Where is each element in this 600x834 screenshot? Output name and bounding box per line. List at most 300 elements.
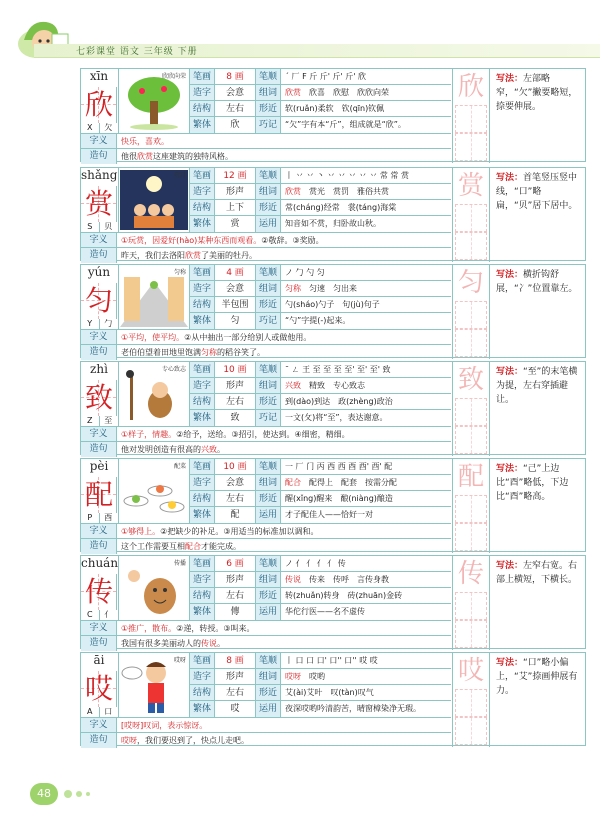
word-group — [281, 572, 451, 587]
radical-row — [81, 416, 117, 426]
label-jiegou: 结构 — [189, 200, 215, 215]
word-group — [281, 281, 451, 296]
word-group — [281, 669, 451, 684]
structure: 左右 — [225, 494, 244, 504]
meaning-main: [哎呀]叹词，表示惊讶。 — [121, 721, 208, 730]
word-group — [281, 184, 451, 199]
illustration — [118, 265, 188, 329]
illustration — [118, 362, 188, 426]
meaning-rest: ②递，转授。③叫来。 — [176, 624, 255, 633]
meaning-rest: ②给予，送给。③招引，使达到。④细密，精细。 — [176, 430, 350, 439]
label-zaoju: 造句 — [81, 442, 117, 457]
info-grid — [189, 362, 451, 426]
radical-row — [81, 222, 117, 232]
radical-letter: Z — [81, 416, 100, 426]
tracing-box — [455, 592, 487, 620]
label-zaozi: 造字 — [189, 281, 215, 296]
pinyin: chuán — [81, 556, 119, 570]
header-title: 七彩课堂 语文 三年级 下册 — [76, 47, 198, 57]
label-extra: 巧记 — [255, 117, 281, 133]
tip-text: “至”的末笔横为提，左右穿插避让。 — [496, 367, 578, 405]
radical-row — [81, 610, 117, 620]
stroke-count: 10 画 — [223, 365, 247, 375]
traditional-form: 哎 — [230, 704, 240, 714]
word-group — [281, 85, 451, 100]
extra-text: 才子配佳人——恰好一对 — [285, 510, 373, 519]
label-jiegou: 结构 — [189, 297, 215, 312]
illustration-image — [120, 461, 188, 525]
word-group — [281, 378, 451, 393]
character-box — [81, 477, 117, 513]
tip-label: 写法： — [496, 464, 524, 474]
label-ziyi: 字义 — [81, 233, 117, 247]
label-xingjin: 形近 — [255, 394, 281, 409]
stroke-order: 一 厂 门 丙 西 西 酉 酉' 酉' 配 — [285, 462, 393, 471]
extra-text: 华佗行医——名不虚传 — [285, 607, 365, 616]
main-character: 配 — [84, 478, 113, 511]
meaning-block — [81, 717, 451, 747]
writing-tip — [489, 556, 587, 650]
radical-letter: P — [81, 513, 100, 523]
label-extra: 运用 — [255, 604, 281, 620]
stroke-order: 丨 口 口 口' 口'' 口'' 哎 哎 — [285, 656, 378, 665]
formation: 会意 — [225, 284, 244, 294]
tracing-box — [455, 495, 487, 523]
character-box — [81, 87, 117, 123]
info-grid — [189, 556, 451, 620]
example-sentence — [117, 442, 451, 457]
illustration — [118, 459, 188, 523]
radical: 酉 — [104, 513, 113, 522]
character-box — [81, 186, 117, 222]
meaning — [117, 134, 451, 148]
extra-text: “勺”字提(-)起来。 — [285, 316, 351, 325]
radical: 至 — [104, 416, 113, 425]
illustration-image — [120, 170, 188, 234]
word-highlight: 兴致 — [285, 381, 301, 390]
character-box — [81, 574, 117, 610]
tracing-column — [452, 265, 488, 359]
page-number: 48 — [30, 783, 58, 805]
similar-characters: 勺(sháo)勺子 句(jù)句子 — [285, 300, 380, 309]
tip-text: 左窄右宽。右部上横短，下横长。 — [496, 561, 578, 585]
stroke-count: 4 画 — [226, 268, 244, 278]
meaning-main: ①推广，散布。 — [121, 624, 177, 633]
word-rest: 欣喜 欣慰 欣欣向荣 — [309, 88, 389, 97]
meaning-main: ①样子，情趣。 — [121, 430, 177, 439]
label-bihua: 笔画 — [189, 168, 215, 183]
writing-tip — [489, 653, 587, 747]
tip-label: 写法： — [496, 367, 524, 377]
label-zaozi: 造字 — [189, 378, 215, 393]
structure: 左右 — [225, 104, 244, 114]
label-bihua: 笔画 — [189, 556, 215, 571]
sentence-highlight: 欣赏 — [185, 251, 201, 260]
word-highlight: 匀称 — [285, 284, 301, 293]
meaning-main: ①平均，使平均。 — [121, 333, 185, 342]
word-group — [281, 475, 451, 490]
label-xingjin: 形近 — [255, 200, 281, 215]
footer-dot — [76, 791, 82, 797]
radical-letter: A — [81, 707, 100, 717]
tracing-box — [455, 204, 487, 232]
meaning — [117, 427, 451, 441]
label-zaoju: 造句 — [81, 733, 117, 748]
radical: 贝 — [104, 222, 113, 231]
extra-text: 知音如不赏，归卧故山秋。 — [285, 219, 381, 228]
main-character: 传 — [84, 575, 113, 608]
stroke-count: 6 画 — [226, 559, 244, 569]
tracing-box — [455, 105, 487, 133]
writing-tip — [489, 168, 587, 262]
label-jiegou: 结构 — [189, 101, 215, 116]
label-extra: 运用 — [255, 701, 281, 717]
word-highlight: 配合 — [285, 478, 301, 487]
illustration-caption: 欣欣向荣 — [161, 73, 186, 80]
sentence-post: 了美丽的牡丹。 — [201, 251, 257, 260]
label-zaozi: 造字 — [189, 85, 215, 100]
meaning-block — [81, 232, 451, 262]
illustration-caption: 传播 — [173, 560, 186, 567]
label-xingjin: 形近 — [255, 491, 281, 506]
sentence-pre: 昨天，我们去洛阳 — [121, 251, 185, 260]
meaning-rest: ②从中抽出一部分给别人或做他用。 — [184, 333, 312, 342]
example-sentence — [117, 539, 451, 554]
word-highlight: 传说 — [285, 575, 301, 584]
similar-characters: 转(zhuǎn)转身 砖(zhuān)金砖 — [285, 591, 403, 600]
tracing-column — [452, 556, 488, 650]
label-bihua: 笔画 — [189, 265, 215, 280]
label-bishun: 笔顺 — [255, 362, 281, 377]
tip-label: 写法： — [496, 658, 524, 668]
meaning-block — [81, 426, 451, 456]
sentence-highlight: 哎呀 — [121, 736, 137, 745]
similar-characters: 到(dào)到达 政(zhèng)政治 — [285, 397, 393, 406]
illustration-caption: 匀称 — [173, 269, 186, 276]
label-bishun: 笔顺 — [255, 653, 281, 668]
label-bihua: 笔画 — [189, 653, 215, 668]
tip-label: 写法： — [496, 74, 524, 84]
label-ziyi: 字义 — [81, 621, 117, 635]
label-fanti: 繁体 — [189, 701, 215, 717]
radical-row — [81, 707, 117, 717]
writing-tip — [489, 69, 587, 163]
label-zaoju: 造句 — [81, 345, 117, 360]
label-zaoju: 造句 — [81, 539, 117, 554]
footer-dot — [64, 790, 72, 798]
meaning — [117, 718, 451, 732]
stroke-order: ノ 亻 亻 亻 亻 传 — [285, 559, 346, 568]
character-entry — [80, 361, 586, 455]
label-zaozi: 造字 — [189, 669, 215, 684]
label-bishun: 笔顺 — [255, 265, 281, 280]
sentence-highlight: 匀称 — [201, 348, 217, 357]
tracing-box — [455, 620, 487, 648]
tracing-character: 致 — [457, 365, 484, 395]
sentence-post: 才能完成。 — [201, 542, 241, 551]
label-extra: 运用 — [255, 507, 281, 523]
sentence-post: 。 — [217, 445, 225, 454]
traditional-form: 欣 — [230, 120, 240, 130]
tracing-column — [452, 459, 488, 553]
stroke-count: 8 画 — [226, 656, 244, 666]
word-rest: 赏光 赏罚 雅俗共赏 — [309, 187, 389, 196]
pinyin: zhì — [90, 362, 108, 376]
meaning-block — [81, 523, 451, 553]
sentence-highlight: 兴致 — [201, 445, 217, 454]
meaning — [117, 524, 451, 538]
label-jiegou: 结构 — [189, 685, 215, 700]
label-fanti: 繁体 — [189, 604, 215, 620]
tip-label: 写法： — [496, 270, 524, 280]
tracing-box — [455, 689, 487, 717]
tracing-box — [455, 717, 487, 745]
meaning — [117, 233, 451, 247]
label-ziyi: 字义 — [81, 524, 117, 538]
label-zuci: 组词 — [255, 85, 281, 100]
page-header — [0, 0, 600, 64]
tracing-column — [452, 653, 488, 747]
stroke-count: 12 画 — [223, 171, 247, 181]
word-rest: 精致 专心致志 — [309, 381, 365, 390]
example-sentence — [117, 636, 451, 651]
main-character: 匀 — [84, 284, 113, 317]
label-zaozi: 造字 — [189, 475, 215, 490]
pinyin: yún — [87, 265, 111, 279]
label-bihua: 笔画 — [189, 69, 215, 84]
main-character: 致 — [84, 381, 113, 414]
label-bishun: 笔顺 — [255, 459, 281, 474]
info-grid — [189, 69, 451, 133]
example-sentence — [117, 345, 451, 360]
meaning — [117, 330, 451, 344]
label-zuci: 组词 — [255, 378, 281, 393]
illustration — [118, 168, 188, 232]
main-character: 欣 — [84, 88, 113, 121]
label-ziyi: 字义 — [81, 134, 117, 148]
example-sentence — [117, 733, 451, 748]
tip-text: 首笔竖压竖中线，“口”略扁，“贝”居下居中。 — [496, 173, 578, 211]
traditional-form: 致 — [230, 413, 240, 423]
label-jiegou: 结构 — [189, 491, 215, 506]
tracing-box — [455, 133, 487, 161]
sentence-post: 的稻谷笑了。 — [217, 348, 265, 357]
meaning-main: ①够得上。 — [121, 527, 161, 536]
tip-text: “己”上边比“酉”略低，下边比“酉”略高。 — [496, 464, 569, 502]
info-grid — [189, 653, 451, 717]
label-ziyi: 字义 — [81, 718, 117, 732]
label-zuci: 组词 — [255, 475, 281, 490]
label-xingjin: 形近 — [255, 297, 281, 312]
info-grid — [189, 265, 451, 329]
illustration — [118, 69, 188, 133]
illustration-image — [120, 655, 188, 719]
sentence-pre: 我国有很多美丽动人的 — [121, 639, 201, 648]
label-xingjin: 形近 — [255, 588, 281, 603]
radical-letter: S — [81, 222, 100, 232]
pinyin: shǎng — [81, 168, 118, 182]
illustration — [118, 653, 188, 717]
tracing-box — [455, 232, 487, 260]
label-fanti: 繁体 — [189, 410, 215, 426]
label-fanti: 繁体 — [189, 507, 215, 523]
label-zaozi: 造字 — [189, 572, 215, 587]
illustration — [118, 556, 188, 620]
sentence-post: ，我们要迟到了，快点儿走吧。 — [137, 736, 249, 745]
meaning-rest: ②把缺少的补足。③用适当的标准加以调和。 — [160, 527, 319, 536]
tracing-character: 哎 — [457, 656, 484, 686]
label-fanti: 繁体 — [189, 313, 215, 329]
character-box — [81, 283, 117, 319]
label-bishun: 笔顺 — [255, 69, 281, 84]
sentence-highlight: 配合 — [185, 542, 201, 551]
label-bishun: 笔顺 — [255, 556, 281, 571]
footer-dot — [86, 792, 90, 796]
extra-text: 一文(攵)将“至”，表达谢意。 — [285, 413, 388, 422]
label-jiegou: 结构 — [189, 588, 215, 603]
label-jiegou: 结构 — [189, 394, 215, 409]
radical: 勹 — [104, 319, 113, 328]
stroke-count: 10 画 — [223, 462, 247, 472]
tracing-box — [455, 426, 487, 454]
structure: 左右 — [225, 591, 244, 601]
character-entry — [80, 264, 586, 358]
writing-tip — [489, 362, 587, 456]
info-grid — [189, 168, 451, 232]
formation: 形声 — [225, 672, 244, 682]
traditional-form: 配 — [230, 510, 240, 520]
pinyin: pèi — [89, 459, 109, 473]
main-character: 哎 — [84, 672, 113, 705]
tracing-box — [455, 398, 487, 426]
label-bihua: 笔画 — [189, 362, 215, 377]
word-rest: 匀速 匀出来 — [309, 284, 357, 293]
illustration-image — [120, 364, 188, 428]
structure: 左右 — [225, 397, 244, 407]
similar-characters: 艾(ài)艾叶 叹(tàn)叹气 — [285, 688, 374, 697]
tip-text: 横折钩舒展，“冫”位置靠左。 — [496, 270, 578, 294]
info-grid — [189, 459, 451, 523]
traditional-form: 赏 — [230, 219, 240, 229]
label-zaoju: 造句 — [81, 636, 117, 651]
word-highlight: 欣赏 — [285, 88, 301, 97]
label-fanti: 繁体 — [189, 117, 215, 133]
formation: 形声 — [225, 381, 244, 391]
label-zuci: 组词 — [255, 281, 281, 296]
tracing-column — [452, 168, 488, 262]
structure: 上下 — [225, 203, 244, 213]
illustration-image — [120, 71, 188, 135]
tip-label: 写法： — [496, 561, 524, 571]
radical: 口 — [104, 707, 113, 716]
meaning-main: 快乐，喜欢。 — [121, 137, 169, 146]
illustration-caption: 哎呀 — [173, 657, 186, 664]
meaning-block — [81, 620, 451, 650]
meaning-main: ①玩赏，因爱好(hào)某种东西而观看。 — [121, 236, 262, 245]
structure: 半包围 — [221, 300, 249, 310]
label-zuci: 组词 — [255, 669, 281, 684]
label-xingjin: 形近 — [255, 101, 281, 116]
illustration-image — [120, 558, 188, 622]
sentence-post: 。 — [217, 639, 225, 648]
meaning-block — [81, 133, 451, 163]
character-entry — [80, 68, 586, 162]
tracing-box — [455, 523, 487, 551]
sentence-highlight: 传说 — [201, 639, 217, 648]
label-bishun: 笔顺 — [255, 168, 281, 183]
character-entry — [80, 555, 586, 649]
radical-letter: Y — [81, 319, 100, 329]
tip-text: “口”略小偏上，“艾”捺画伸展有力。 — [496, 658, 578, 696]
illustration-caption: 配菜 — [173, 463, 186, 470]
radical: 亻 — [104, 610, 113, 619]
word-rest: 哎哟 — [309, 672, 325, 681]
label-zaoju: 造句 — [81, 248, 117, 263]
tracing-character: 传 — [457, 559, 484, 589]
tip-text: 左部略窄，“欠”撇要略短，捺要伸展。 — [496, 74, 578, 112]
label-ziyi: 字义 — [81, 330, 117, 344]
similar-characters: 软(ruǎn)柔软 钦(qīn)钦佩 — [285, 104, 385, 113]
extra-text: “欠”字有本“斤”，组成就是“欣”。 — [285, 120, 406, 129]
sentence-pre: 他对发明创造有很高的 — [121, 445, 201, 454]
sentence-highlight: 欣赏 — [137, 152, 153, 161]
sentence-post: 这座建筑的独特风格。 — [153, 152, 233, 161]
word-highlight: 哎呀 — [285, 672, 301, 681]
tip-label: 写法： — [496, 173, 524, 183]
radical-row — [81, 513, 117, 523]
tracing-character: 赏 — [457, 171, 484, 201]
label-zuci: 组词 — [255, 184, 281, 199]
example-sentence — [117, 149, 451, 164]
sentence-pre: 老伯伯望着田地里饱满 — [121, 348, 201, 357]
stroke-order: ˉ ㄥ 王 至 至 至 至' 至' 至' 致 — [285, 365, 391, 374]
stroke-order: 丨 丷 丷 丶 丷 丷 丷 丷 丷 常 常 赏 — [285, 171, 409, 180]
radical: 欠 — [104, 123, 113, 132]
word-rest: 配得上 配套 按需分配 — [309, 478, 397, 487]
label-bihua: 笔画 — [189, 459, 215, 474]
character-box — [81, 380, 117, 416]
tracing-character: 配 — [457, 462, 484, 492]
writing-tip — [489, 265, 587, 359]
label-zuci: 组词 — [255, 572, 281, 587]
traditional-form: 傳 — [230, 607, 240, 617]
tracing-character: 欣 — [457, 72, 484, 102]
structure: 左右 — [225, 688, 244, 698]
writing-tip — [489, 459, 587, 553]
extra-text: 夜深哎哟吟清韵苦，晴窗樟染净无瑕。 — [285, 704, 421, 713]
sentence-pre: 他很 — [121, 152, 137, 161]
pinyin: xīn — [89, 69, 109, 83]
pinyin: āi — [93, 653, 105, 667]
stroke-order: ˊ 厂 F 斤 斤' 斤' 斤' 欣 — [285, 72, 366, 81]
sentence-pre: 这个工作需要互相 — [121, 542, 185, 551]
character-entry — [80, 458, 586, 552]
label-zaoju: 造句 — [81, 149, 117, 164]
similar-characters: 常(cháng)经常 裳(táng)海棠 — [285, 203, 397, 212]
formation: 会意 — [225, 478, 244, 488]
formation: 会意 — [225, 88, 244, 98]
meaning-rest: ②敬辞。③奖励。 — [261, 236, 324, 245]
radical-row — [81, 123, 117, 133]
word-highlight: 欣赏 — [285, 187, 301, 196]
stroke-order: ノ 勹 勺 匀 — [285, 268, 325, 277]
radical-letter: X — [81, 123, 100, 133]
similar-characters: 醒(xǐng)醒来 酿(niàng)酿造 — [285, 494, 393, 503]
example-sentence — [117, 248, 451, 263]
word-rest: 传来 传呼 言传身教 — [309, 575, 389, 584]
illustration-caption: 赏月 — [173, 172, 186, 179]
radical-letter: C — [81, 610, 100, 620]
